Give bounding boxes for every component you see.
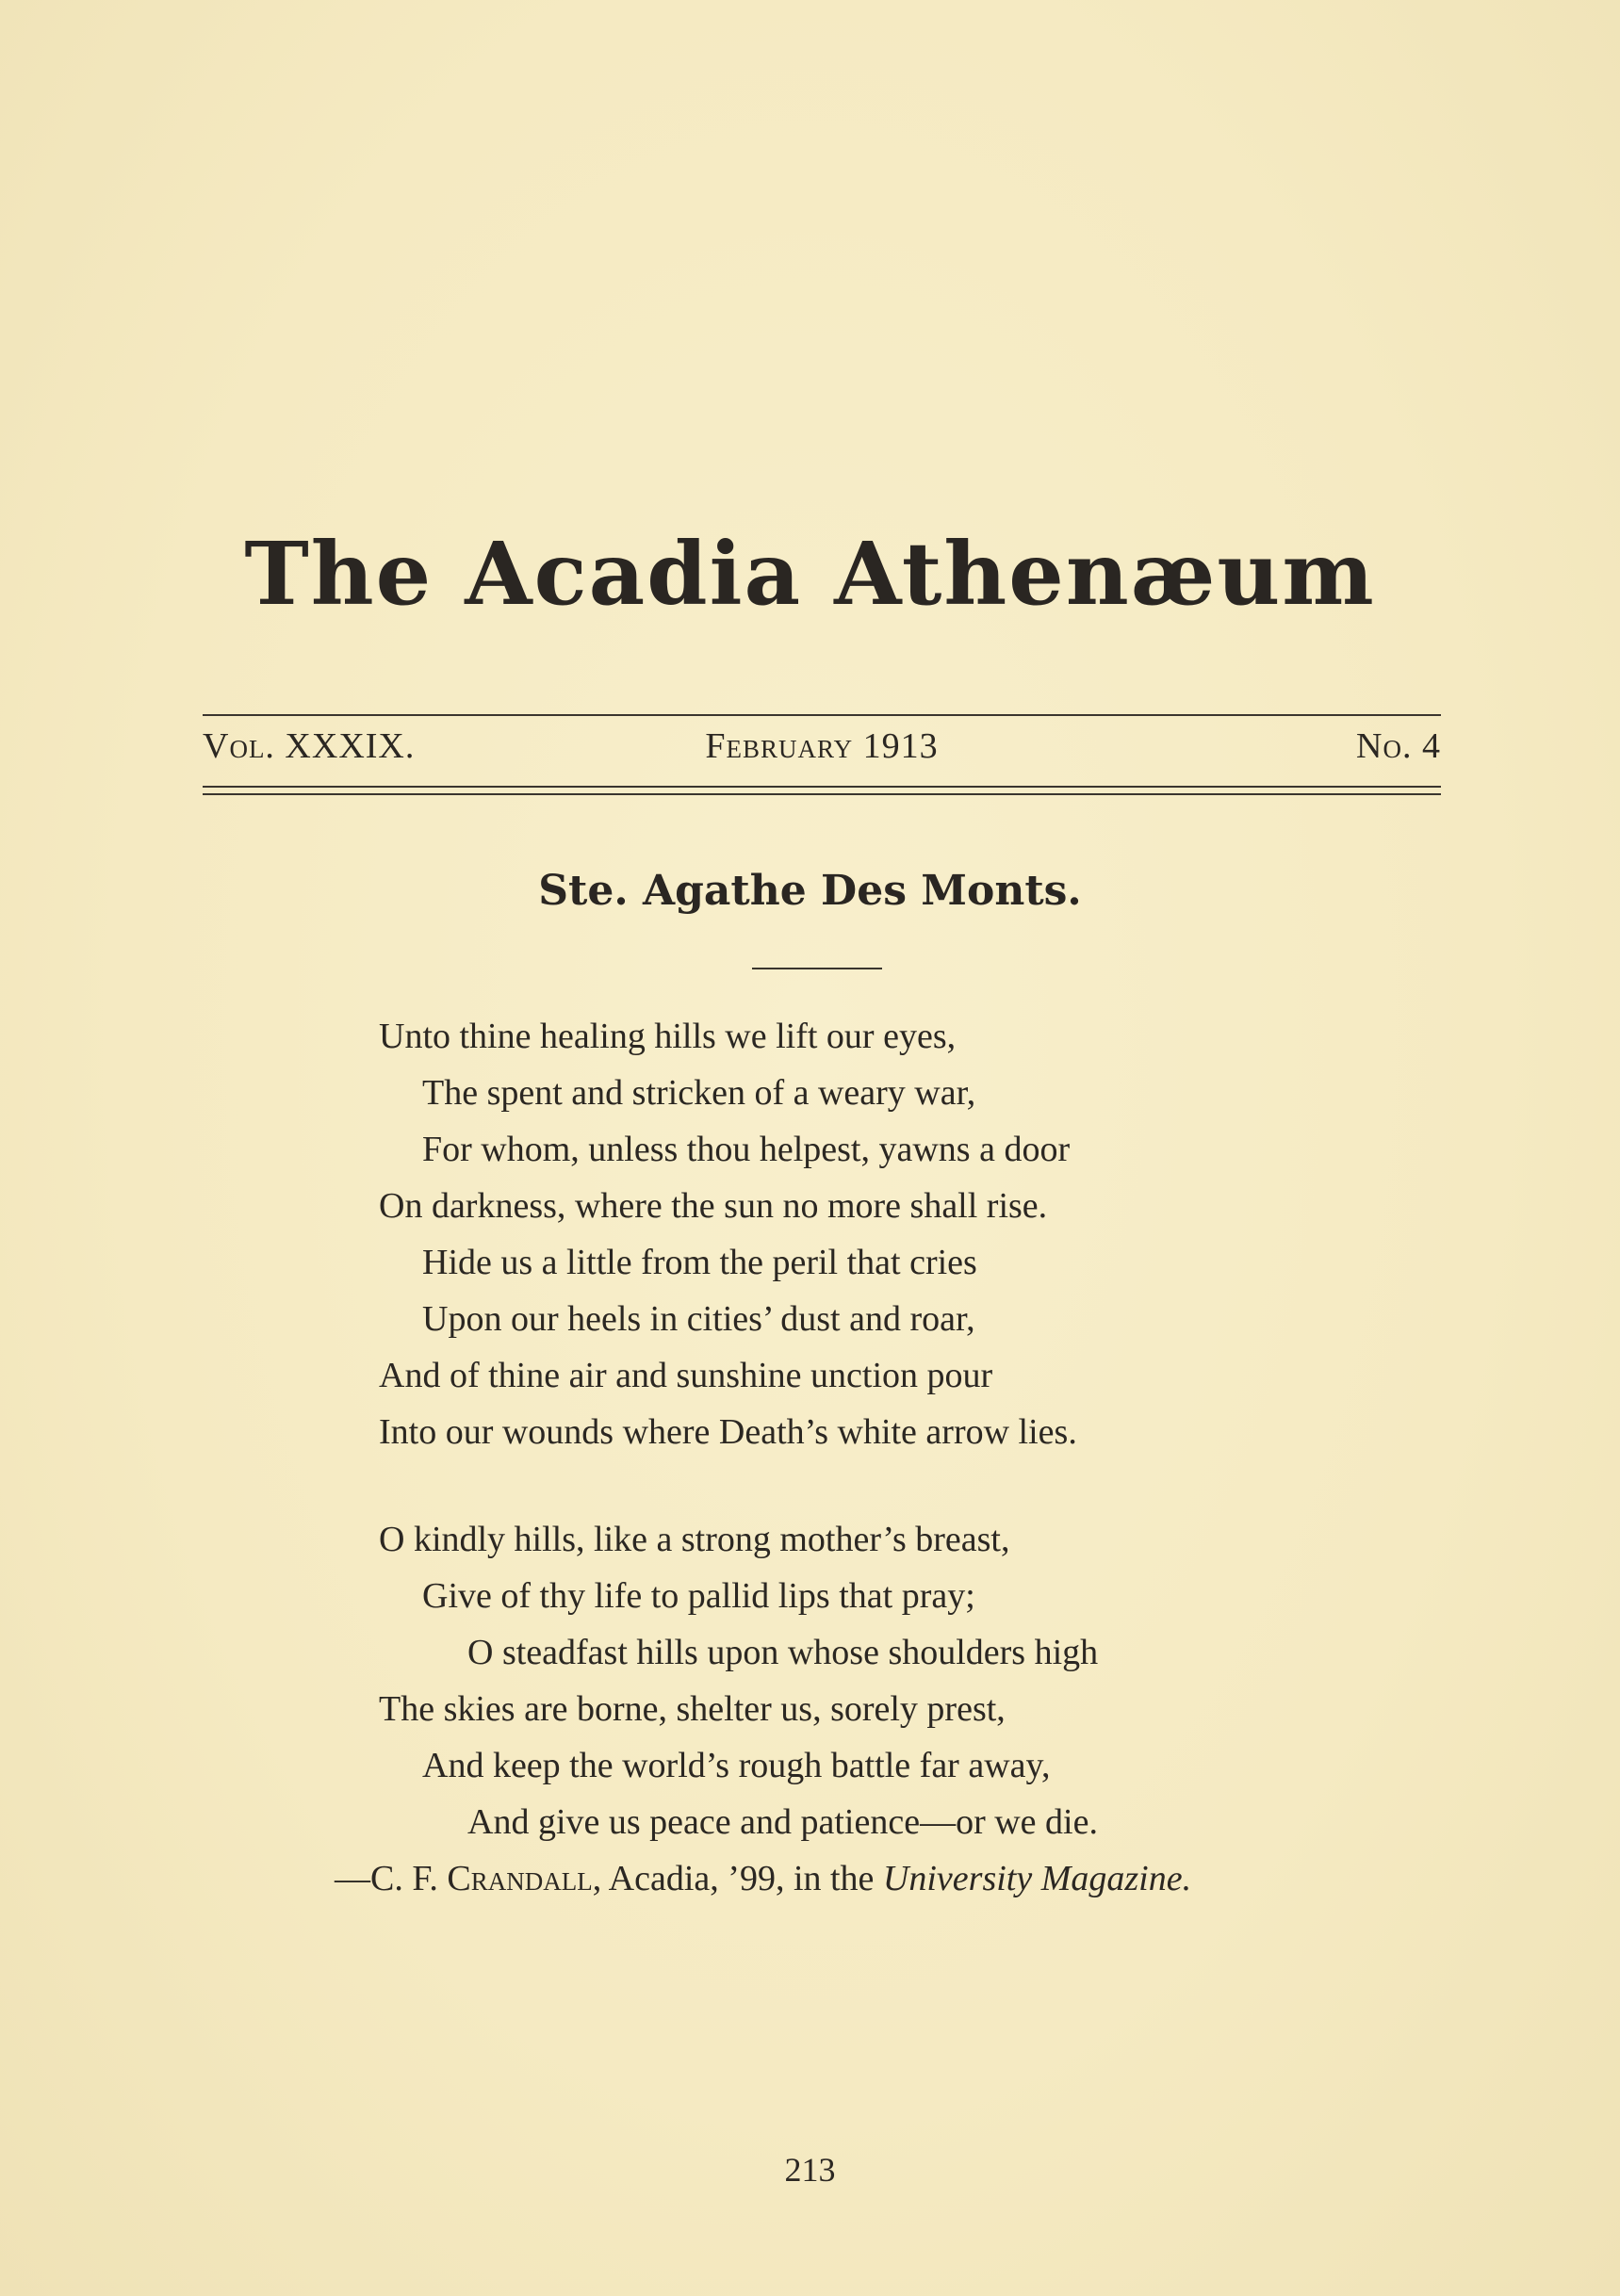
poem-line: O steadfast hills upon whose shoulders high: [467, 1633, 1099, 1672]
poem-line: For whom, unless thou helpest, yawns a door: [422, 1130, 1071, 1169]
attribution: [335, 1858, 1191, 1899]
bottom-rule-2: [203, 793, 1441, 795]
poem-line: O kindly hills, like a strong mother’s breast,: [379, 1520, 1010, 1559]
attribution-publication: University Magazine.: [882, 1859, 1192, 1898]
issue-date: February 1913: [705, 726, 939, 766]
poem-line: Unto thine healing hills we lift our eyes,: [379, 1017, 957, 1056]
top-rule: [203, 714, 1441, 716]
poem-line: On darkness, where the sun no more shall rise.: [379, 1186, 1048, 1226]
poem-line: And give us peace and patience—or we die.: [467, 1802, 1098, 1842]
issue-line: [203, 725, 1441, 773]
issue-number: No. 4: [1356, 726, 1441, 766]
poem-line: Upon our heels in cities’ dust and roar,: [422, 1299, 975, 1339]
poem-line: The skies are borne, shelter us, sorely prest,: [379, 1689, 1006, 1729]
attribution-dash: —: [335, 1859, 370, 1898]
poem-line: Hide us a little from the peril that cries: [422, 1243, 977, 1282]
page-number: 213: [784, 2151, 836, 2189]
masthead-title: The Acadia Athenæum: [244, 523, 1376, 625]
poem-line: And of thine air and sunshine unction pour: [379, 1356, 993, 1395]
poem-line: And keep the world’s rough battle far away,: [422, 1746, 1051, 1785]
attribution-author: C. F. Crandall: [370, 1859, 593, 1898]
poem-line: Into our wounds where Death’s white arrow lies.: [379, 1412, 1077, 1452]
bottom-rule-1: [203, 786, 1441, 788]
poem-title: Ste. Agathe Des Monts.: [538, 867, 1082, 915]
poem-line: The spent and stricken of a weary war,: [422, 1073, 976, 1113]
poem-line: Give of thy life to pallid lips that pray;: [422, 1576, 975, 1616]
volume-label: Vol. XXXIX.: [203, 726, 416, 766]
attribution-affiliation: , Acadia, ’99, in the: [592, 1859, 883, 1898]
title-divider: [752, 968, 882, 969]
